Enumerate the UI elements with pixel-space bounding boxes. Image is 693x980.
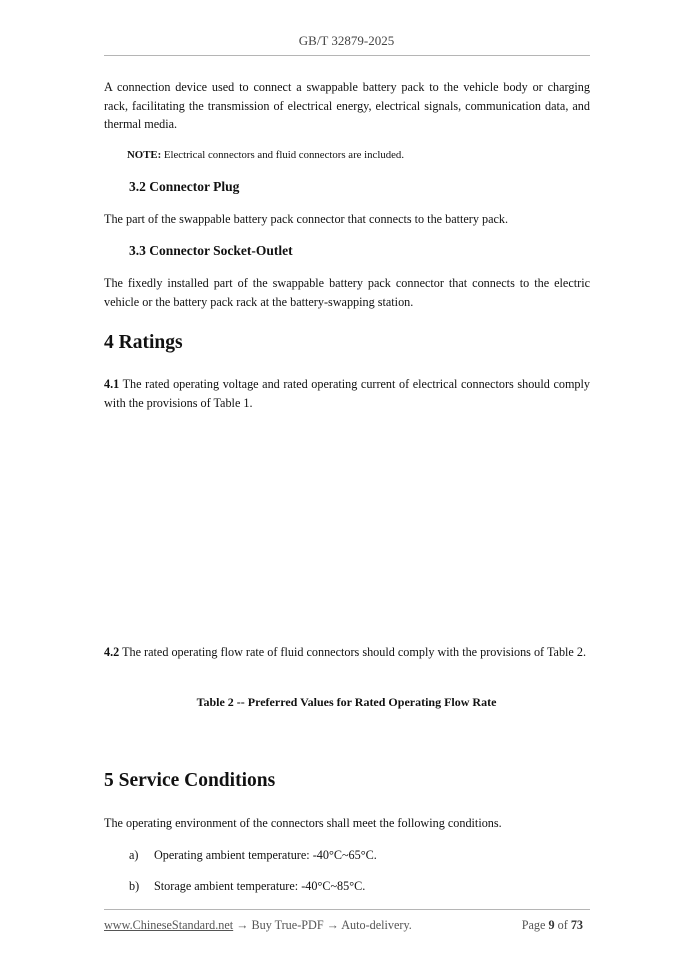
list-item [129,846,377,864]
term-definition-3-2: The part of the swappable battery pack connector that connects to the battery pack. [104,212,509,226]
term-heading-3-3: 3.3 Connector Socket-Outlet [129,243,293,258]
total-pages: 73 [570,918,583,932]
note-paragraph [127,148,587,162]
site-link[interactable]: www.ChineseStandard.net [104,918,234,932]
definition-paragraph: A connection device used to connect a swappable battery pack to the vehicle body or charging rack, facilitating the transmission of electrical energy, electrical signals, communication data, and thermal media. [104,80,590,131]
footer-promo [104,918,412,933]
clause-text: The rated operating voltage and rated operating current of electrical connectors should comply with the provisions of Table 1. [104,377,591,410]
clause-number: 4.2 [104,645,120,659]
list-item [129,877,365,895]
term-heading-3-2: 3.2 Connector Plug [129,179,240,194]
note-label: NOTE: [127,149,162,161]
section-5-intro: The operating environment of the connectors shall meet the following conditions. [104,816,502,830]
page-counter [522,918,583,933]
list-text: Storage ambient temperature: -40°C~85°C. [154,879,366,893]
term-definition-3-3: The fixedly installed part of the swappable battery pack connector that connects to the electric vehicle or the battery pack rack at the battery-swapping station. [104,276,590,309]
note-text: Electrical connectors and fluid connectors are included. [163,149,405,161]
promo-text: → Buy True-PDF → Auto-delivery. [236,918,412,932]
clause-number: 4.1 [104,377,120,391]
footer-divider [104,909,590,910]
section-heading-4: 4 Ratings [104,332,183,353]
current-page-number: 9 [548,918,555,932]
clause-4-1 [104,375,590,412]
list-text: Operating ambient temperature: -40°C~65°C. [154,848,377,862]
of-label: of [557,918,568,932]
clause-4-2 [104,643,590,662]
list-marker: a) [129,848,139,862]
table-2-caption: Table 2 -- Preferred Values for Rated Operating Flow Rate [196,695,497,709]
clause-text: The rated operating flow rate of fluid connectors should comply with the provisions of Table 2. [122,645,587,659]
header-divider [104,55,590,56]
section-heading-5: 5 Service Conditions [104,770,276,791]
page-header: GB/T 32879-2025 [298,33,395,48]
list-marker: b) [129,879,140,893]
page-label: Page [521,918,546,932]
